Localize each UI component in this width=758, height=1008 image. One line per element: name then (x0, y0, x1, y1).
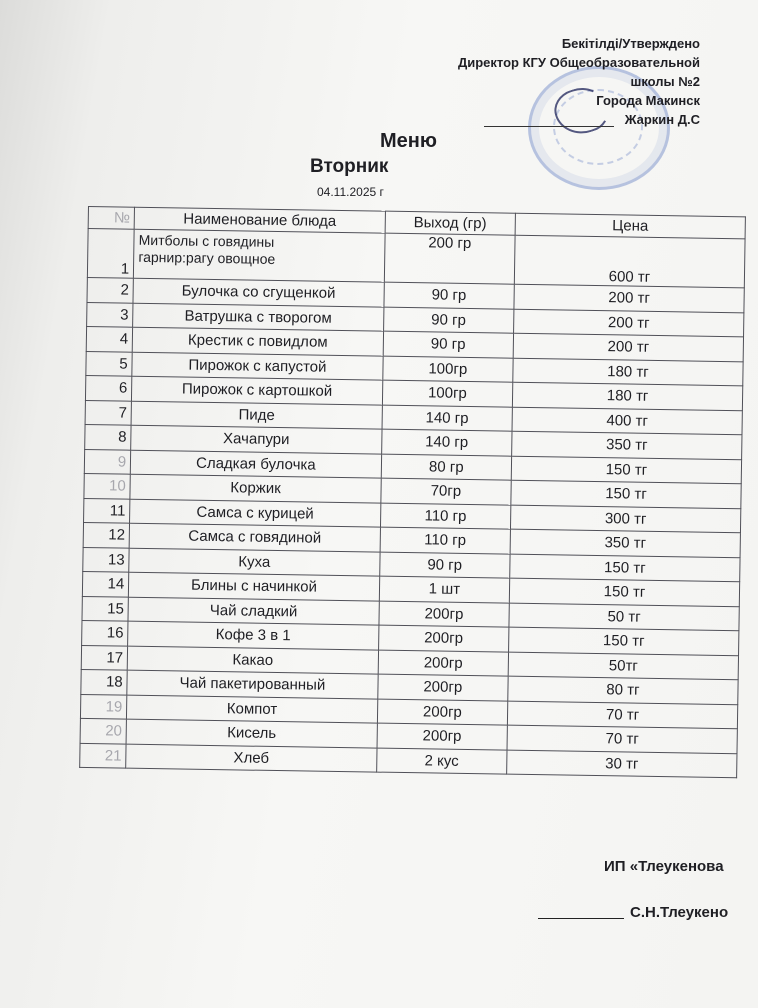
row-out: 80 гр (381, 454, 512, 481)
row-num: 7 (85, 400, 132, 425)
row-price: 200 тг (514, 284, 744, 312)
vendor-name: ИП «Тлеукенова (604, 858, 724, 875)
row-out: 200гр (377, 723, 508, 750)
approval-line-3: школы №2 (630, 74, 700, 89)
row-price: 180 тг (513, 358, 743, 386)
row-num: 10 (84, 473, 131, 498)
row-out: 200 гр (384, 233, 515, 284)
row-price: 70 тг (507, 701, 737, 729)
approval-line-4: Города Макинск (596, 93, 700, 108)
row-out: 200гр (377, 674, 508, 701)
signature-line (484, 126, 614, 127)
row-out: 90 гр (384, 282, 515, 309)
row-price: 180 тг (512, 382, 742, 410)
row-num: 2 (87, 277, 134, 302)
row-name: Кисель (126, 719, 377, 747)
approval-line-5: Жаркин Д.С (624, 112, 700, 127)
row-name: Хачапури (131, 425, 382, 453)
row-out: 1 шт (379, 576, 510, 603)
row-price: 50 тг (509, 603, 739, 631)
menu-title: Меню (380, 130, 437, 152)
row-num: 8 (85, 424, 132, 449)
row-price: 150 тг (509, 627, 739, 655)
row-num: 17 (81, 645, 128, 670)
header-name: Наименование блюда (134, 207, 385, 233)
row-out: 70гр (381, 478, 512, 505)
row-out: 200гр (377, 699, 508, 726)
row-num: 12 (83, 522, 130, 547)
row-num: 4 (86, 326, 133, 351)
row-name: Блины с начинкой (129, 572, 380, 600)
row-name: Чай пакетированный (127, 670, 378, 698)
row-num: 3 (87, 302, 134, 327)
row-price: 150 тг (511, 456, 741, 484)
row-num: 6 (85, 375, 132, 400)
approval-line-2: Директор КГУ Общеобразовательной (457, 55, 700, 70)
row-price: 150 тг (511, 480, 741, 508)
approval-block (380, 34, 700, 129)
menu-table (79, 206, 746, 778)
row-num: 5 (86, 351, 133, 376)
row-num: 20 (80, 718, 127, 743)
vendor-signature (538, 904, 728, 921)
row-name: Кофе 3 в 1 (128, 621, 379, 649)
row-name: Пирожок с картошкой (132, 376, 383, 404)
row-num: 9 (84, 449, 131, 474)
row-price: 400 тг (512, 407, 742, 435)
row-out: 200гр (378, 625, 509, 652)
row-name: Хлеб (126, 744, 377, 772)
row-price: 350 тг (510, 529, 740, 557)
row-out: 90 гр (383, 307, 514, 334)
row-num: 11 (84, 498, 131, 523)
row-out: 90 гр (379, 552, 510, 579)
header-num: № (88, 207, 135, 230)
row-num: 19 (80, 694, 127, 719)
row-name: Куха (129, 548, 380, 576)
vendor-signature-line (538, 918, 624, 919)
row-price: 200 тг (513, 333, 743, 361)
row-name: Крестик с повидлом (132, 327, 383, 355)
row-name-line-1: Митболы с говядины (138, 231, 275, 250)
row-out: 140 гр (381, 429, 512, 456)
row-name: Какао (127, 646, 378, 674)
row-num: 16 (82, 620, 129, 645)
row-name: Самса с курицей (130, 499, 381, 527)
row-name: Компот (127, 695, 378, 723)
row-out: 90 гр (383, 331, 514, 358)
row-price: 200 тг (514, 309, 744, 337)
row-name: Ватрушка с творогом (133, 303, 384, 331)
row-price: 50тг (508, 652, 738, 680)
row-price: 600 тг (514, 235, 745, 288)
row-price: 300 тг (510, 505, 740, 533)
row-name-line-2: гарнир:рагу овощное (138, 248, 276, 267)
row-out: 2 кус (376, 748, 507, 775)
row-num: 15 (82, 596, 129, 621)
header-out: Выход (гр) (385, 211, 516, 235)
row-out: 140 гр (382, 405, 513, 432)
row-out: 100гр (382, 356, 513, 383)
row-price: 70 тг (507, 725, 737, 753)
row-name: Самса с говядиной (129, 523, 380, 551)
row-price: 150 тг (509, 578, 739, 606)
row-num: 18 (81, 669, 128, 694)
row-out: 200гр (378, 650, 509, 677)
row-price: 150 тг (510, 554, 740, 582)
header-price: Цена (515, 213, 745, 239)
row-out: 110 гр (380, 527, 511, 554)
row-out: 110 гр (380, 503, 511, 530)
row-name: Чай сладкий (128, 597, 379, 625)
row-num: 21 (80, 743, 127, 768)
row-price: 350 тг (512, 431, 742, 459)
row-name (134, 229, 385, 282)
approval-line-1: Бекітілді/Утверждено (561, 36, 700, 51)
row-name: Пирожок с капустой (132, 352, 383, 380)
row-name: Сладкая булочка (130, 450, 381, 478)
row-out: 200гр (379, 601, 510, 628)
row-num: 13 (83, 547, 130, 572)
menu-day: Вторник (310, 156, 389, 177)
vendor-signer-name: С.Н.Тлеукено (630, 904, 729, 921)
row-name: Коржик (130, 474, 381, 502)
row-num: 14 (82, 571, 129, 596)
row-num: 1 (87, 229, 134, 279)
row-price: 80 тг (508, 676, 738, 704)
row-price: 30 тг (507, 750, 737, 778)
row-name: Пиде (131, 401, 382, 429)
menu-date: 04.11.2025 г (317, 185, 384, 199)
row-name: Булочка со сгущенкой (133, 278, 384, 306)
row-out: 100гр (382, 380, 513, 407)
